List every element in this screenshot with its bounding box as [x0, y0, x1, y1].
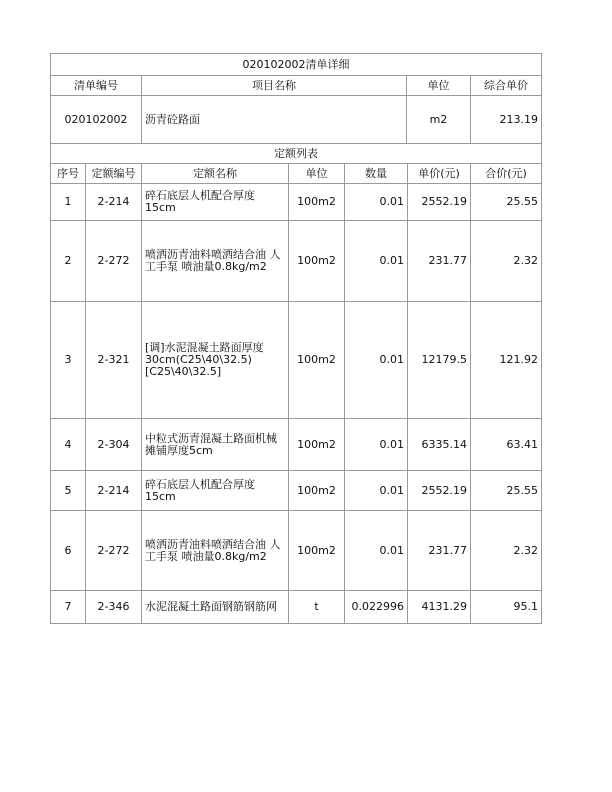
quota-seq: 1 — [51, 184, 86, 221]
quota-code: 2-214 — [86, 471, 142, 511]
quota-unit-price: 231.77 — [408, 221, 471, 302]
quota-code: 2-321 — [86, 302, 142, 419]
quota-name: 碎石底层人机配合厚度15cm — [142, 471, 289, 511]
quota-unit-price: 2552.19 — [408, 184, 471, 221]
quota-total: 2.32 — [471, 221, 542, 302]
quota-code: 2-304 — [86, 419, 142, 471]
bill-table — [50, 53, 542, 624]
quota-name: 碎石底层人机配合厚度15cm — [142, 184, 289, 221]
quota-name: 水泥混凝土路面钢筋钢筋网 — [142, 591, 289, 624]
quota-qty: 0.01 — [345, 511, 408, 591]
quota-unit: 100m2 — [289, 184, 345, 221]
quota-code: 2-346 — [86, 591, 142, 624]
quota-name: 喷洒沥青油料喷洒结合油 人工手泵 喷油量0.8kg/m2 — [142, 221, 289, 302]
page-title: 020102002清单详细 — [51, 54, 542, 76]
quota-seq: 4 — [51, 419, 86, 471]
quota-row — [51, 511, 542, 591]
seq-header: 序号 — [51, 164, 86, 184]
unit-header: 单位 — [289, 164, 345, 184]
quota-unit-price: 6335.14 — [408, 419, 471, 471]
quota-qty: 0.022996 — [345, 591, 408, 624]
quota-total: 2.32 — [471, 511, 542, 591]
quota-unit: 100m2 — [289, 471, 345, 511]
quota-seq: 2 — [51, 221, 86, 302]
quota-section-title: 定额列表 — [51, 144, 542, 164]
quota-row — [51, 419, 542, 471]
bill-name-header — [142, 76, 471, 96]
quota-unit-price: 231.77 — [408, 511, 471, 591]
quota-row — [51, 302, 542, 419]
quota-unit-price: 12179.5 — [408, 302, 471, 419]
unit-price-header: 单价(元) — [408, 164, 471, 184]
bill-code-header: 清单编号 — [51, 76, 142, 96]
quota-header-row — [51, 164, 542, 184]
quota-total: 63.41 — [471, 419, 542, 471]
quota-seq: 5 — [51, 471, 86, 511]
quota-seq: 7 — [51, 591, 86, 624]
bill-price: 213.19 — [471, 96, 542, 144]
quota-name: 喷洒沥青油料喷洒结合油 人工手泵 喷油量0.8kg/m2 — [142, 511, 289, 591]
quota-total: 25.55 — [471, 184, 542, 221]
quota-row — [51, 184, 542, 221]
quota-total: 25.55 — [471, 471, 542, 511]
quota-unit: t — [289, 591, 345, 624]
qty-header: 数量 — [345, 164, 408, 184]
bill-price-header: 综合单价 — [471, 76, 542, 96]
bill-item-row — [51, 96, 542, 144]
quota-code: 2-214 — [86, 184, 142, 221]
quota-code: 2-272 — [86, 221, 142, 302]
quota-name: 中粒式沥青混凝土路面机械摊铺厚度5cm — [142, 419, 289, 471]
bill-code: 020102002 — [51, 96, 142, 144]
quota-row — [51, 591, 542, 624]
bill-name — [142, 96, 471, 144]
quota-total: 95.1 — [471, 591, 542, 624]
bill-unit-header: 单位 — [406, 76, 470, 95]
quota-unit: 100m2 — [289, 302, 345, 419]
bill-name-text: 沥青砼路面 — [145, 112, 200, 126]
quota-name: [调]水泥混凝土路面厚度30cm(C25\40\32.5)[C25\40\32.5] — [142, 302, 289, 419]
bill-name-header-label: 项目名称 — [252, 78, 296, 92]
quota-unit: 100m2 — [289, 511, 345, 591]
total-header: 合价(元) — [471, 164, 542, 184]
quota-rows — [51, 184, 542, 624]
quota-qty: 0.01 — [345, 221, 408, 302]
quota-row — [51, 471, 542, 511]
quota-code: 2-272 — [86, 511, 142, 591]
quota-name-header: 定额名称 — [142, 164, 289, 184]
quota-qty: 0.01 — [345, 471, 408, 511]
quota-unit-price: 2552.19 — [408, 471, 471, 511]
quota-qty: 0.01 — [345, 419, 408, 471]
quota-seq: 3 — [51, 302, 86, 419]
bill-header-row — [51, 76, 542, 96]
bill-detail-sheet — [50, 53, 541, 624]
quota-unit: 100m2 — [289, 419, 345, 471]
quota-row — [51, 221, 542, 302]
bill-unit: m2 — [406, 96, 470, 143]
quota-unit: 100m2 — [289, 221, 345, 302]
quota-total: 121.92 — [471, 302, 542, 419]
quota-qty: 0.01 — [345, 184, 408, 221]
quota-qty: 0.01 — [345, 302, 408, 419]
quota-unit-price: 4131.29 — [408, 591, 471, 624]
quota-code-header: 定额编号 — [86, 164, 142, 184]
quota-seq: 6 — [51, 511, 86, 591]
